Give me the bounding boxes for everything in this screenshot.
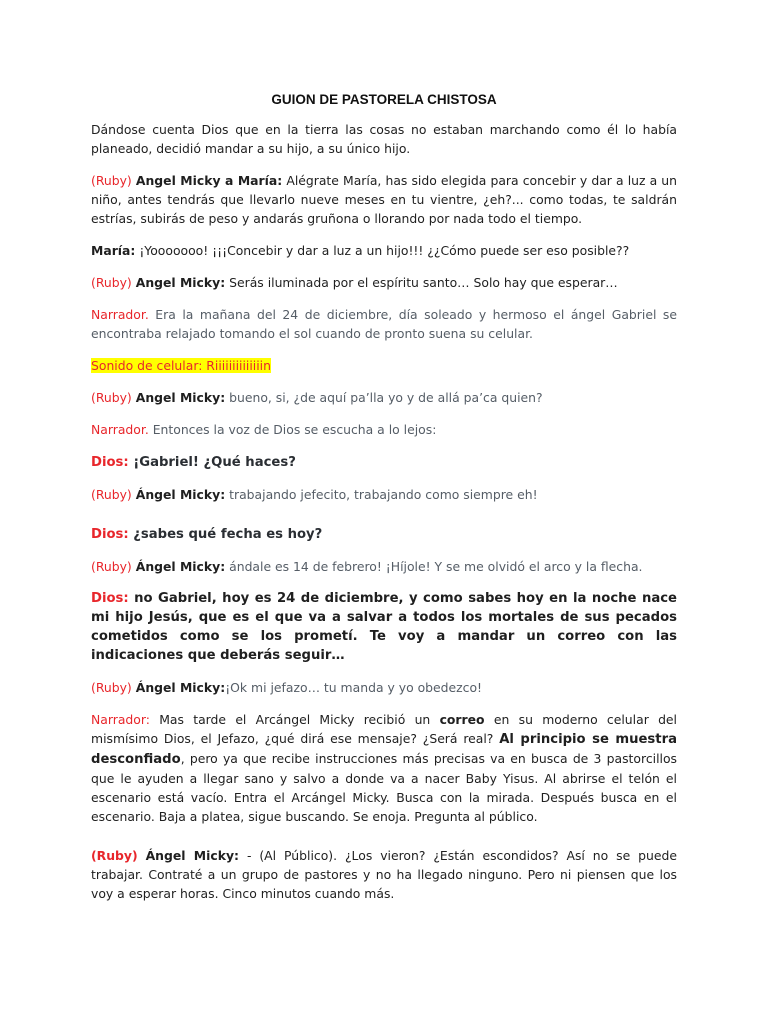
actor-tag: (Ruby)	[91, 848, 138, 863]
actor-tag: (Ruby)	[91, 680, 132, 695]
speaker-label: María:	[91, 243, 136, 258]
dialogue-text: ¡Yooooooo! ¡¡¡Concebir y dar a luz a un hijo!!! ¿¿Cómo puede ser eso posible??	[135, 243, 630, 258]
sound-cue-paragraph	[91, 356, 677, 375]
narration-text: Era la mañana del 24 de diciembre, día soleado y hermoso el ángel Gabriel se encontraba relajado tomando el sol cuando de pronto suena su celular.	[91, 307, 677, 341]
highlighted-sound-cue: Sonido de celular: Riiiiiiiiiiiiiin	[91, 358, 271, 373]
speaker-label: Angel Micky a María:	[135, 173, 283, 188]
dialogue-text: ¡Ok mi jefazo… tu manda y yo obedezco!	[225, 680, 483, 695]
dialogue-paragraph	[91, 557, 677, 576]
dialogue-paragraph	[91, 678, 677, 697]
speaker-label: Narrador.	[91, 422, 149, 437]
bold-phrase: Al principio se muestra desconfiado	[91, 732, 677, 767]
actor-tag: (Ruby)	[91, 390, 132, 405]
dialogue-paragraph	[91, 171, 677, 228]
dialogue-text: ándale es 14 de febrero! ¡Híjole! Y se me olvidó el arco y la flecha.	[225, 559, 643, 574]
dialogue-text: bueno, si, ¿de aquí pa’lla yo y de allá pa’ca quien?	[225, 390, 543, 405]
dialogue-paragraph	[91, 388, 677, 407]
dialogue-paragraph	[91, 485, 677, 504]
speaker-label: Dios:	[91, 591, 129, 606]
narration-paragraph	[91, 420, 677, 439]
actor-tag: (Ruby)	[91, 559, 132, 574]
actor-tag: (Ruby)	[91, 173, 132, 188]
intro-paragraph	[91, 120, 677, 158]
speaker-label: Ángel Micky:	[145, 848, 240, 863]
dialogue-text: ¡Gabriel! ¿Qué haces?	[128, 455, 296, 470]
speaker-label: Narrador:	[91, 712, 150, 727]
actor-tag: (Ruby)	[91, 487, 132, 502]
dialogue-text: - (Al Público). ¿Los vieron? ¿Están escondidos? Así no se puede trabajar. Contraté a un grupo de pastores y no ha llegado ninguno. Pero ni piensen que los voy a esperar horas. Cinco minutos cuando más.	[91, 848, 677, 901]
speaker-label: Ángel Micky:	[135, 487, 226, 502]
narration-paragraph	[91, 305, 677, 343]
dialogue-text: ¿sabes qué fecha es hoy?	[128, 527, 323, 542]
bold-term: correo	[439, 712, 485, 727]
intro-text: Dándose cuenta Dios que en la tierra las cosas no estaban marchando como él lo había planeado, decidió mandar a su hijo, a su único hijo.	[91, 122, 677, 156]
narration-text: en su moderno celular del mismísimo Dios, el Jefazo, ¿qué dirá ese mensaje? ¿Será real?	[91, 712, 677, 746]
speaker-label: Dios:	[91, 527, 129, 542]
dialogue-text: trabajando jefecito, trabajando como siempre eh!	[225, 487, 538, 502]
dialogue-paragraph	[91, 846, 677, 903]
dialogue-paragraph	[91, 452, 677, 472]
actor-tag: (Ruby)	[91, 275, 132, 290]
dialogue-paragraph	[91, 524, 677, 544]
dialogue-paragraph	[91, 273, 677, 292]
document-title: GUION DE PASTORELA CHISTOSA	[271, 92, 497, 107]
narration-paragraph	[91, 710, 677, 826]
dialogue-text: Serás iluminada por el espíritu santo… Solo hay que esperar…	[225, 275, 618, 290]
speaker-label: Ángel Micky:	[135, 559, 226, 574]
speaker-label: Angel Micky:	[135, 275, 226, 290]
dialogue-text: no Gabriel, hoy es 24 de diciembre, y como sabes hoy en la noche nace mi hijo Jesús, que es el que va a salvar a todos los mortales de sus pecados cometidos como se los prometí. Te voy a mandar un correo con las indicaciones que deberás seguir…	[91, 591, 677, 663]
narration-text: , pero ya que recibe instrucciones más precisas va en busca de 3 pastorcillos que le ayuden a llegar sano y salvo a donde va a nacer Baby Yisus. Al abrirse el telón el escenario está vacío. Entra el Arcángel Micky. Busca con la mirada. Después busca en el escenario. Baja a platea, sigue buscando. Se enoja. Pregunta al público.	[91, 751, 677, 824]
dialogue-text: Alégrate María, has sido elegida para concebir y dar a luz a un niño, antes tendrás que llevarlo nueve meses en tu vientre, ¿eh?... como todas, te saldrán estrías, subirás de peso y andarás gruñona o llorando por nada todo el tiempo.	[91, 173, 677, 226]
speaker-label: Narrador.	[91, 307, 149, 322]
speaker-label: Angel Micky:	[135, 390, 226, 405]
speaker-label: Ángel Micky:	[135, 680, 226, 695]
dialogue-paragraph	[91, 589, 677, 665]
narration-text: Entonces la voz de Dios se escucha a lo lejos:	[148, 422, 437, 437]
dialogue-paragraph	[91, 241, 677, 260]
speaker-label: Dios:	[91, 455, 129, 470]
narration-text: Mas tarde el Arcángel Micky recibió un	[149, 712, 440, 727]
